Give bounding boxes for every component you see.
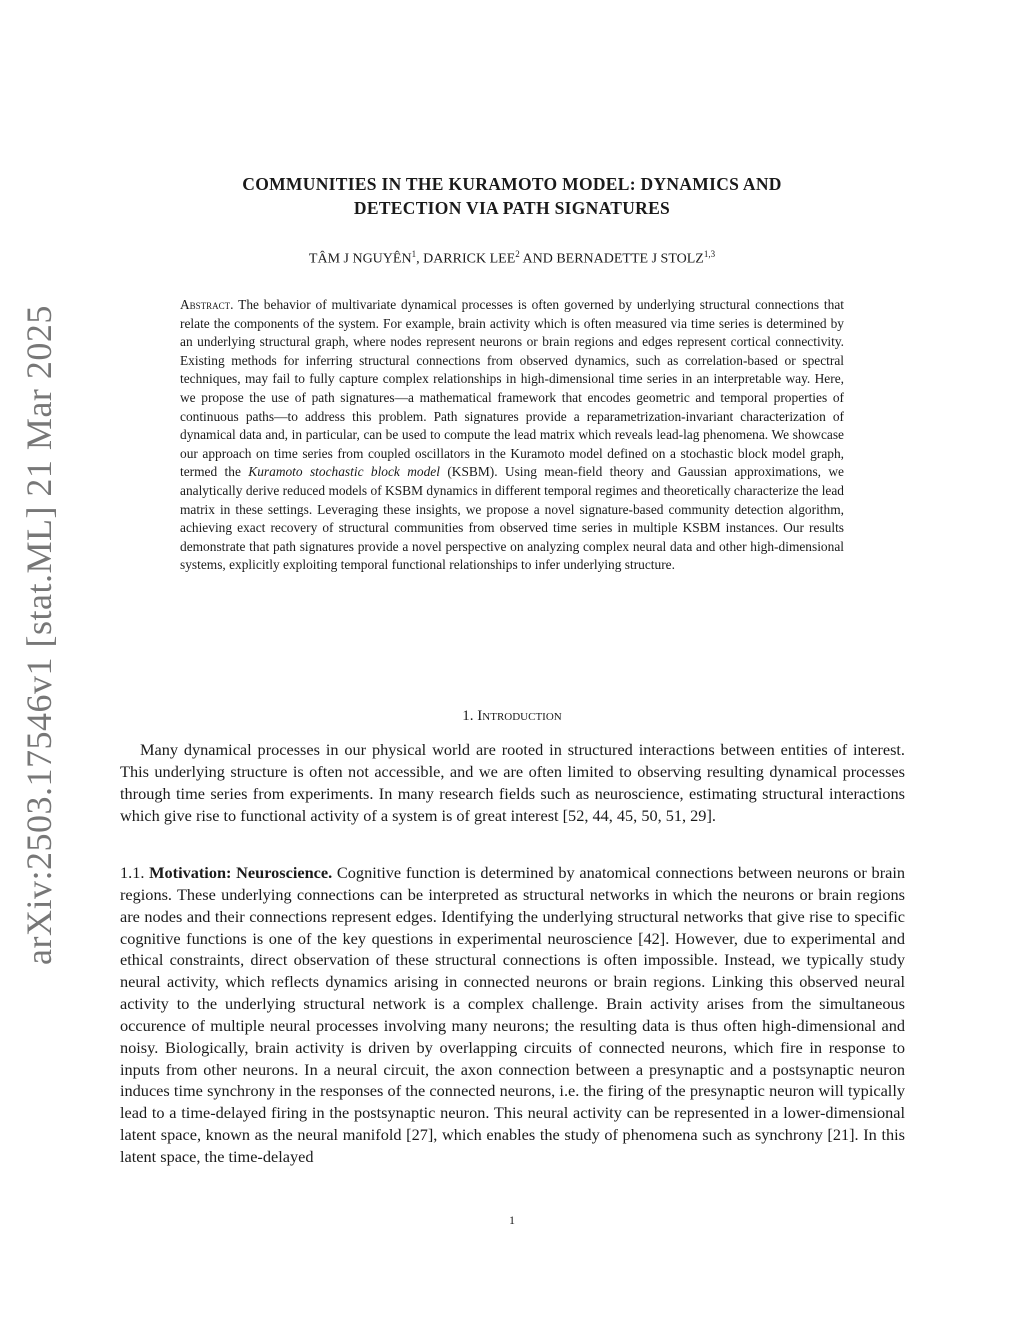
title-line-1: COMMUNITIES IN THE KURAMOTO MODEL: DYNAMICS AND [242, 174, 782, 194]
abstract [180, 296, 844, 575]
author-separator: , [416, 251, 424, 267]
page-number: 1 [509, 1213, 515, 1227]
author-name: DARRICK LEE [423, 251, 516, 267]
section-heading [150, 708, 874, 725]
intro-paragraph: Many dynamical processes in our physical world are rooted in structured interactions between entities of interest. This underlying structure is often not accessible, and we are often limited to observing resulting dynamical processes through time series from experiments. In many research fields such as neuroscience, estimating structural interactions which give rise to functional activity of a system is of great interest [52, 44, 45, 50, 51, 29]. [120, 740, 905, 825]
author-separator: AND [519, 251, 557, 267]
section-number: 1. [462, 708, 474, 724]
affiliation-marker: 1 [411, 249, 417, 259]
abstract-text: The behavior of multivariate dynamical processes is often governed by underlying structural connections that relate the components of the system. For example, brain activity which is often measured via time series is determined by an underlying structural graph, where nodes represent neurons or brain regions and edges represent cortical connectivity. Existing methods for inferring structural connections from observed dynamics, such as correlation-based or spectral techniques, may fail to fully capture complex relationships in high-dimensional time series in an interpretable way. Here, we propose the use of path signatures—a mathematical framework that encodes geometric and temporal properties of continuous paths—to address this problem. Path signatures provide a reparametrization-invariant characterization of dynamical data and, in particular, can be used to compute the lead matrix which reveals lead-lag phenomena. We showcase our approach on time series from coupled oscillators in the Kuramoto model defined on a stochastic block model graph, termed the [180, 297, 844, 480]
author-name: BERNADETTE J STOLZ [556, 251, 704, 267]
affiliation-marker: 1,3 [703, 249, 716, 259]
author-name: TÂM J NGUYÊN [308, 251, 412, 267]
subsection-number: 1.1. [120, 863, 145, 882]
subsection-paragraph [120, 862, 905, 1168]
abstract-text-continued: (KSBM). Using mean-field theory and Gaussian approximations, we analytically derive reduced models of KSBM dynamics in different temporal regimes and theoretically characterize the lead matrix in these settings. Leveraging these insights, we propose a novel signature-based community detection algorithm, achieving exact recovery of structural communities from observed time series in multiple KSBM instances. Our results demonstrate that path signatures provide a novel perspective on analyzing complex neural data and other high-dimensional systems, explicitly exploiting temporal functional relationships to infer underlying structure. [180, 464, 844, 573]
abstract-italic-term: Kuramoto stochastic block model [248, 464, 440, 480]
author-list [150, 249, 874, 268]
subsection-title: Motivation: Neuroscience. [149, 863, 333, 882]
subsection-text: Cognitive function is determined by anatomical connections between neurons or brain regions. These underlying connections can be interpreted as structural networks in which the neurons or brain regions are nodes and their connections represent edges. Identifying the underlying structural networks that give rise to specific cognitive functions is one of the key questions in experimental neuroscience [42]. However, due to experimental and ethical constraints, direct observation of these structural connections is often impossible. Instead, we typically study neural activity, which reflects dynamics arising in connected neurons or brain regions. Linking this observed neural activity to the underlying structural network is a complex challenge. Brain activity arises from the simultaneous occurence of multiple neural processes involving many neurons; the resulting data is thus often high-dimensional and noisy. Biologically, brain activity is driven by overlapping circuits of connected neurons, which fire in response to inputs from other neurons. In a neural circuit, the axon connection between a presynaptic and a postsynaptic neuron induces time synchrony in the responses of the connected neurons, i.e. the firing of the presynaptic neuron will typically lead to a time-delayed firing in the postsynaptic neuron. This neural activity can be represented in a lower-dimensional latent space, known as the neural manifold [27], which enables the study of phenomena such as synchrony [21]. In this latent space, the time-delayed [120, 863, 906, 1166]
affiliation-marker: 2 [515, 249, 520, 259]
paper-title [150, 172, 874, 220]
arxiv-identifier-sidebar: arXiv:2503.17546v1 [stat.ML] 21 Mar 2025 [19, 305, 59, 965]
section-title: Introduction [477, 708, 562, 724]
title-line-2: DETECTION VIA PATH SIGNATURES [353, 198, 671, 218]
abstract-label: Abstract. [180, 297, 234, 312]
